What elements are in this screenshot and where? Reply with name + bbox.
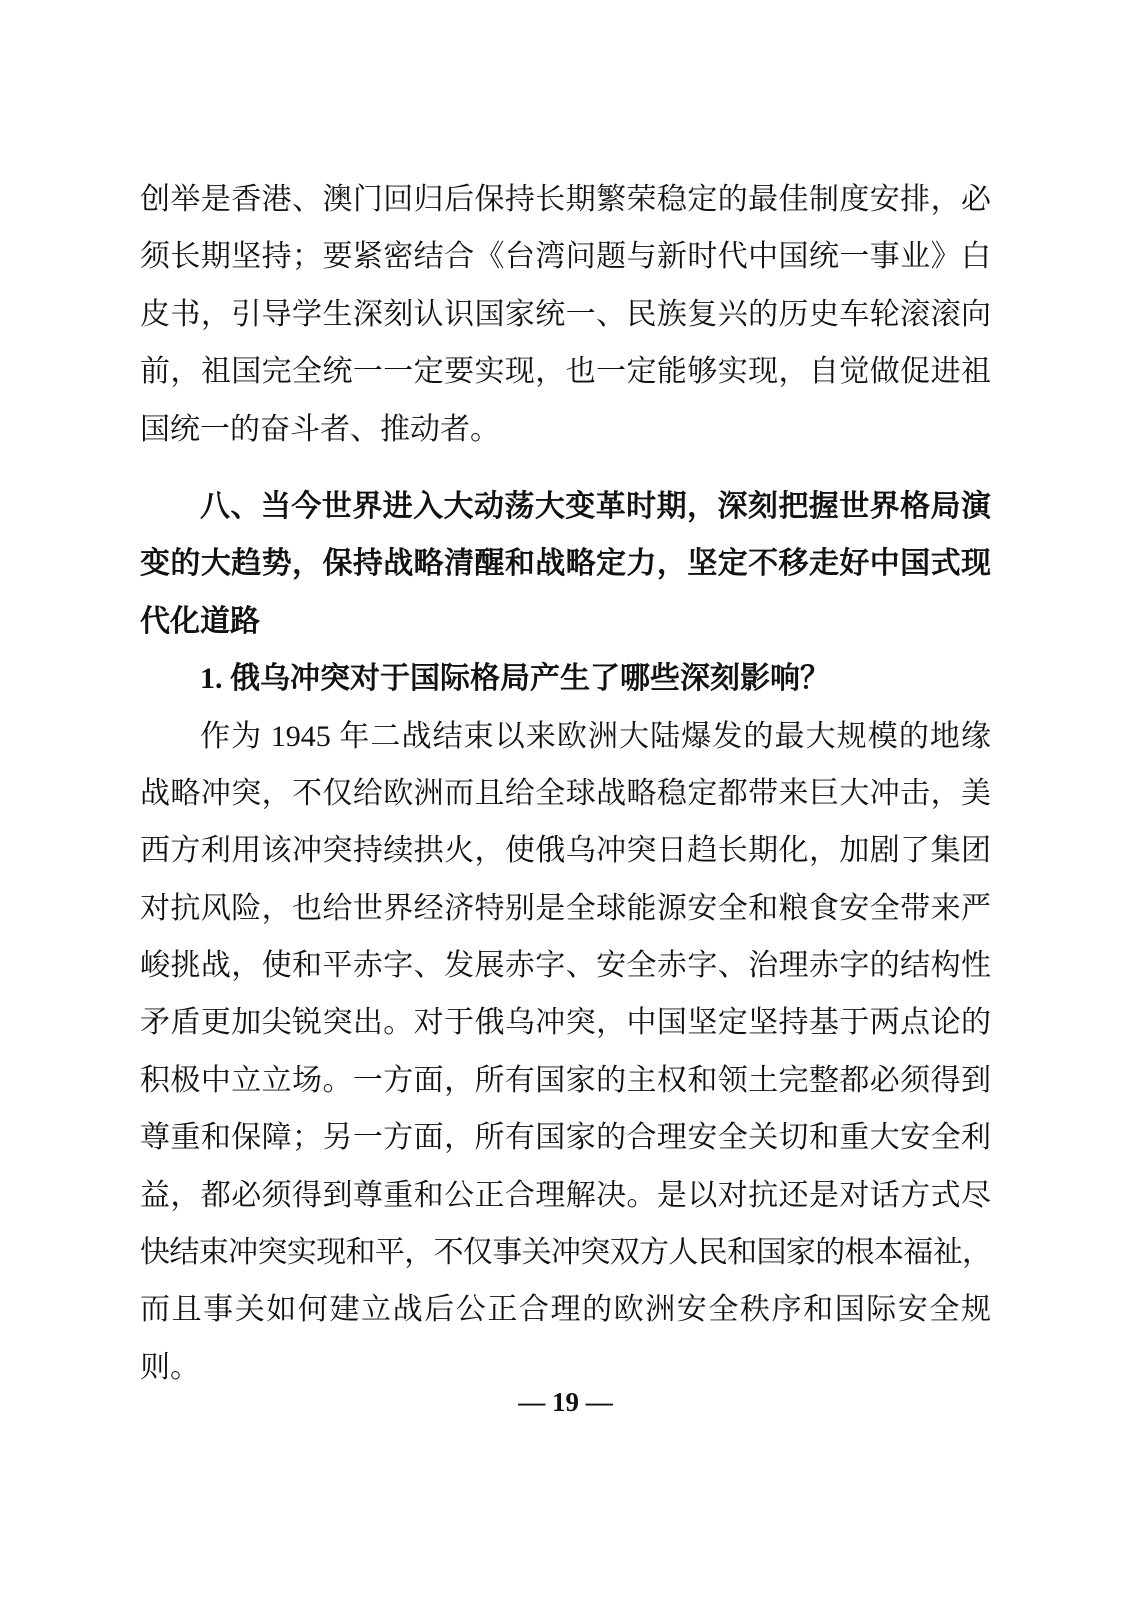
paragraph-answer-line: 益，都必须得到尊重和公正合理解决。是以对抗还是对话方式尽 [140, 1178, 991, 1212]
paragraph-answer-line: 而且事关如何建立战后公正合理的欧洲安全秩序和国际安全规 [140, 1293, 991, 1327]
paragraph-answer-line: 尊重和保障；另一方面，所有国家的合理安全关切和重大安全利 [140, 1121, 991, 1155]
paragraph-answer-line: 西方利用该冲突持续拱火，使俄乌冲突日趋长期化，加剧了集团 [140, 834, 991, 868]
section-heading-line: 代化道路 [140, 604, 260, 638]
paragraph-answer [140, 708, 991, 1397]
paragraph-answer-line: 对抗风险，也给世界经济特别是全球能源安全和粮食安全带来严 [140, 891, 991, 925]
paragraph-answer-line: 矛盾更加尖锐突出。对于俄乌冲突，中国坚定坚持基于两点论的 [140, 1006, 991, 1040]
paragraph-answer-line: 峻挑战，使和平赤字、发展赤字、安全赤字、治理赤字的结构性 [140, 949, 991, 983]
paragraph-answer-line: 快结束冲突实现和平，不仅事关冲突双方人民和国家的根本福祉， [140, 1236, 991, 1270]
paragraph-continuation-line: 前，祖国完全统一一定要实现，也一定能够实现，自觉做促进祖 [140, 355, 991, 389]
text-block [140, 171, 991, 1396]
question-subheading [140, 650, 991, 707]
paragraph-continuation-line: 皮书，引导学生深刻认识国家统一、民族复兴的历史车轮滚滚向 [140, 297, 991, 331]
section-heading-line: 八、当今世界进入大动荡大变革时期，深刻把握世界格局演 [200, 489, 991, 523]
paragraph-answer-line: 作为 1945 年二战结束以来欧洲大陆爆发的最大规模的地缘 [200, 719, 991, 753]
paragraph-continuation [140, 171, 991, 458]
paragraph-continuation-line: 须长期坚持；要紧密结合《台湾问题与新时代中国统一事业》白 [140, 240, 991, 274]
paragraph-continuation-line: 创举是香港、澳门回归后保持长期繁荣稳定的最佳制度安排，必 [140, 183, 991, 216]
section-heading [140, 478, 991, 650]
paragraph-answer-line: 战略冲突，不仅给欧洲而且给全球战略稳定都带来巨大冲击，美 [140, 776, 991, 810]
page-number: — 19 — [518, 1387, 613, 1417]
paragraph-continuation-line: 国统一的奋斗者、推动者。 [140, 412, 500, 446]
paragraph-answer-line: 积极中立立场。一方面，所有国家的主权和领土完整都必须得到 [140, 1063, 991, 1097]
question-subheading-line: 1. 俄乌冲突对于国际格局产生了哪些深刻影响？ [200, 662, 830, 696]
section-heading-line: 变的大趋势，保持战略清醒和战略定力，坚定不移走好中国式现 [140, 547, 991, 581]
paragraph-answer-line: 则。 [140, 1350, 200, 1384]
